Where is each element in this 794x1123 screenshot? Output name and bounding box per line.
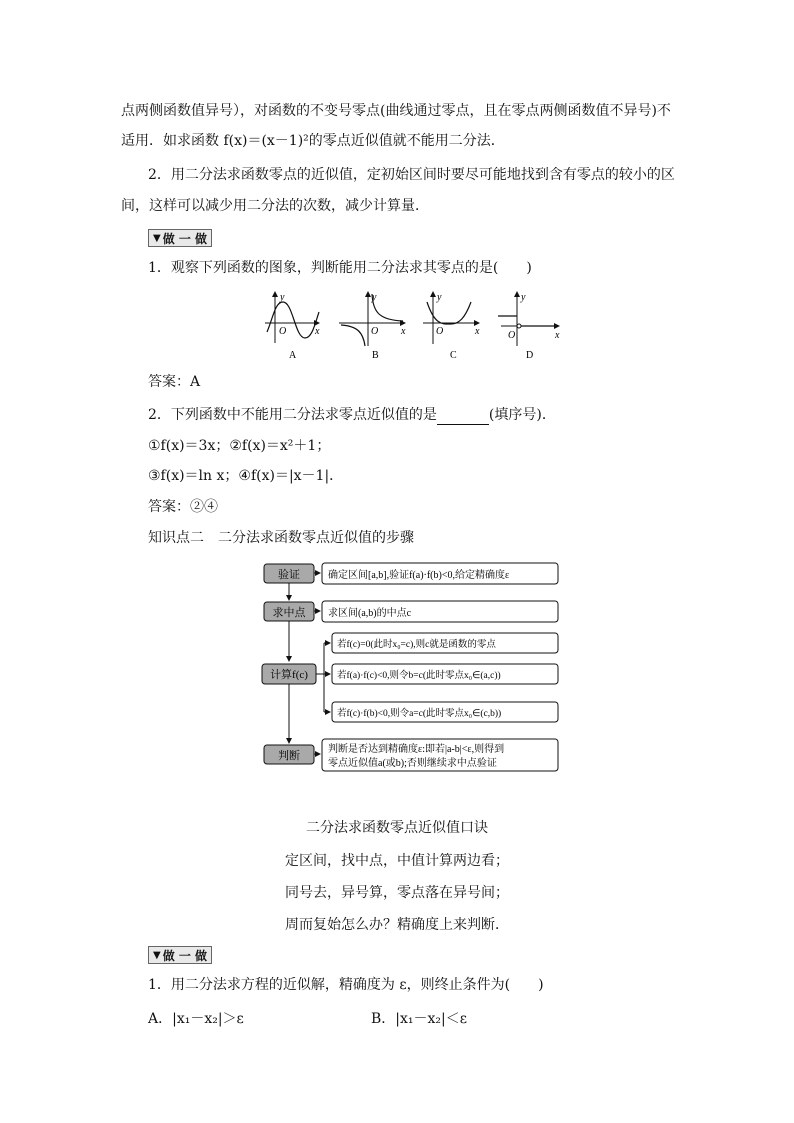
answer-blank xyxy=(437,410,489,425)
graph-d-y: y xyxy=(521,292,526,303)
graph-b-y: y xyxy=(372,292,377,303)
case-3-text: 若f(c)·f(b)<0,则令a=c(此时零点x₀∈(c,b)) xyxy=(337,709,502,719)
case-3-box xyxy=(332,702,558,722)
graph-b-origin: O xyxy=(371,326,379,337)
options-line-1: ①f(x)＝3x；②f(x)＝x²＋1； xyxy=(148,438,331,454)
graph-a xyxy=(265,292,320,361)
graph-d-label: D xyxy=(526,350,534,361)
judge-text-1: 判断是否达到精确度ε:即若|a-b|<ε,则得到 xyxy=(328,744,505,755)
step-compute-label: 计算f(c) xyxy=(270,669,308,681)
judge-box xyxy=(322,739,558,771)
question-2-text: 2．下列函数中不能用二分法求零点近似值的是 xyxy=(148,407,437,423)
rhyme-title: 二分法求函数零点近似值口诀 xyxy=(306,820,488,836)
case-1-text: 若f(c)=0(此时x₀=c),则c就是函数的零点 xyxy=(337,640,496,650)
question-2-suffix: (填序号)． xyxy=(488,407,556,423)
graph-c xyxy=(423,292,480,361)
practice-badge-label: 做 一 做 xyxy=(162,231,208,246)
answer-2: 答案：②④ xyxy=(148,499,218,515)
case-2-box xyxy=(332,664,558,684)
tip-2-line-2: 间，这样可以减少用二分法的次数，减少计算量． xyxy=(121,198,429,214)
practice2-question-1: 1．用二分法求方程的近似解，精确度为 ε，则终止条件为( ) xyxy=(148,977,544,993)
options-line-2: ③f(x)＝ln x；④f(x)＝|x－1|． xyxy=(148,468,344,484)
verify-text: 确定区间[a,b],验证f(a)·f(b)<0,给定精确度ε xyxy=(328,570,510,581)
intro-line-2: 适用．如求函数 f(x)＝(x－1)²的零点近似值就不能用二分法． xyxy=(121,133,505,149)
graph-a-y: y xyxy=(280,292,285,303)
graph-c-label: C xyxy=(450,350,457,361)
midpoint-text: 求区间(a,b)的中点c xyxy=(328,608,412,619)
verify-box xyxy=(322,563,558,584)
graph-b-x: x xyxy=(401,326,406,337)
option-b: B．|x₁－x₂|＜ε xyxy=(371,1011,467,1027)
practice-badge-2-label: 做 一 做 xyxy=(162,948,208,963)
option-a: A．|x₁－x₂|＞ε xyxy=(148,1011,244,1027)
step-midpoint xyxy=(264,602,314,621)
intro-line-1: 点两侧函数值异号），对函数的不变号零点(曲线通过零点，且在零点两侧函数值不异号)不 xyxy=(121,103,671,119)
function-graphs xyxy=(255,288,565,362)
graph-a-origin: O xyxy=(279,326,287,337)
midpoint-box xyxy=(322,601,558,622)
step-verify xyxy=(264,564,314,583)
down-triangle-icon: ▼ xyxy=(153,232,161,244)
step-verify-label: 验证 xyxy=(278,569,300,581)
practice-badge-2 xyxy=(148,946,212,964)
graph-c-y: y xyxy=(437,292,442,303)
down-triangle-icon: ▼ xyxy=(153,949,161,961)
graph-b-label: B xyxy=(372,350,379,361)
step-judge-label: 判断 xyxy=(278,750,300,762)
answer-1: 答案：A xyxy=(148,374,201,390)
practice-question-1: 1．观察下列函数的图象，判断能用二分法求其零点的是( ) xyxy=(148,260,532,276)
step-compute xyxy=(262,664,316,684)
practice-question-2 xyxy=(148,405,556,425)
graph-d-origin: O xyxy=(508,330,516,341)
case-2-text: 若f(a)·f(c)<0,则令b=c(此时零点x₀∈(a,c)) xyxy=(337,671,501,681)
judge-text-2: 零点近似值a(或b);否则继续求中点验证 xyxy=(328,758,497,769)
graph-c-origin: O xyxy=(436,326,444,337)
tip-2-line-1: 2．用二分法求函数零点的近似值，定初始区间时要尽可能地找到含有零点的较小的区 xyxy=(148,167,675,183)
graph-d-x: x xyxy=(555,330,560,341)
rhyme-line-1: 定区间，找中点，中值计算两边看； xyxy=(285,853,509,869)
rhyme-line-2: 同号去，异号算，零点落在异号间； xyxy=(285,885,509,901)
graph-a-x: x xyxy=(315,326,320,337)
section-title: 知识点二 二分法求函数零点近似值的步骤 xyxy=(148,530,414,546)
flowchart xyxy=(258,560,562,775)
graph-a-label: A xyxy=(289,350,297,361)
case-1-box xyxy=(332,633,558,653)
practice-badge xyxy=(148,229,212,247)
step-midpoint-label: 求中点 xyxy=(272,607,306,619)
rhyme-line-3: 周而复始怎么办？精确度上来判断． xyxy=(285,917,509,933)
step-judge xyxy=(264,745,314,764)
graph-c-x: x xyxy=(475,326,480,337)
graph-b xyxy=(339,292,406,361)
graph-d xyxy=(498,292,560,361)
